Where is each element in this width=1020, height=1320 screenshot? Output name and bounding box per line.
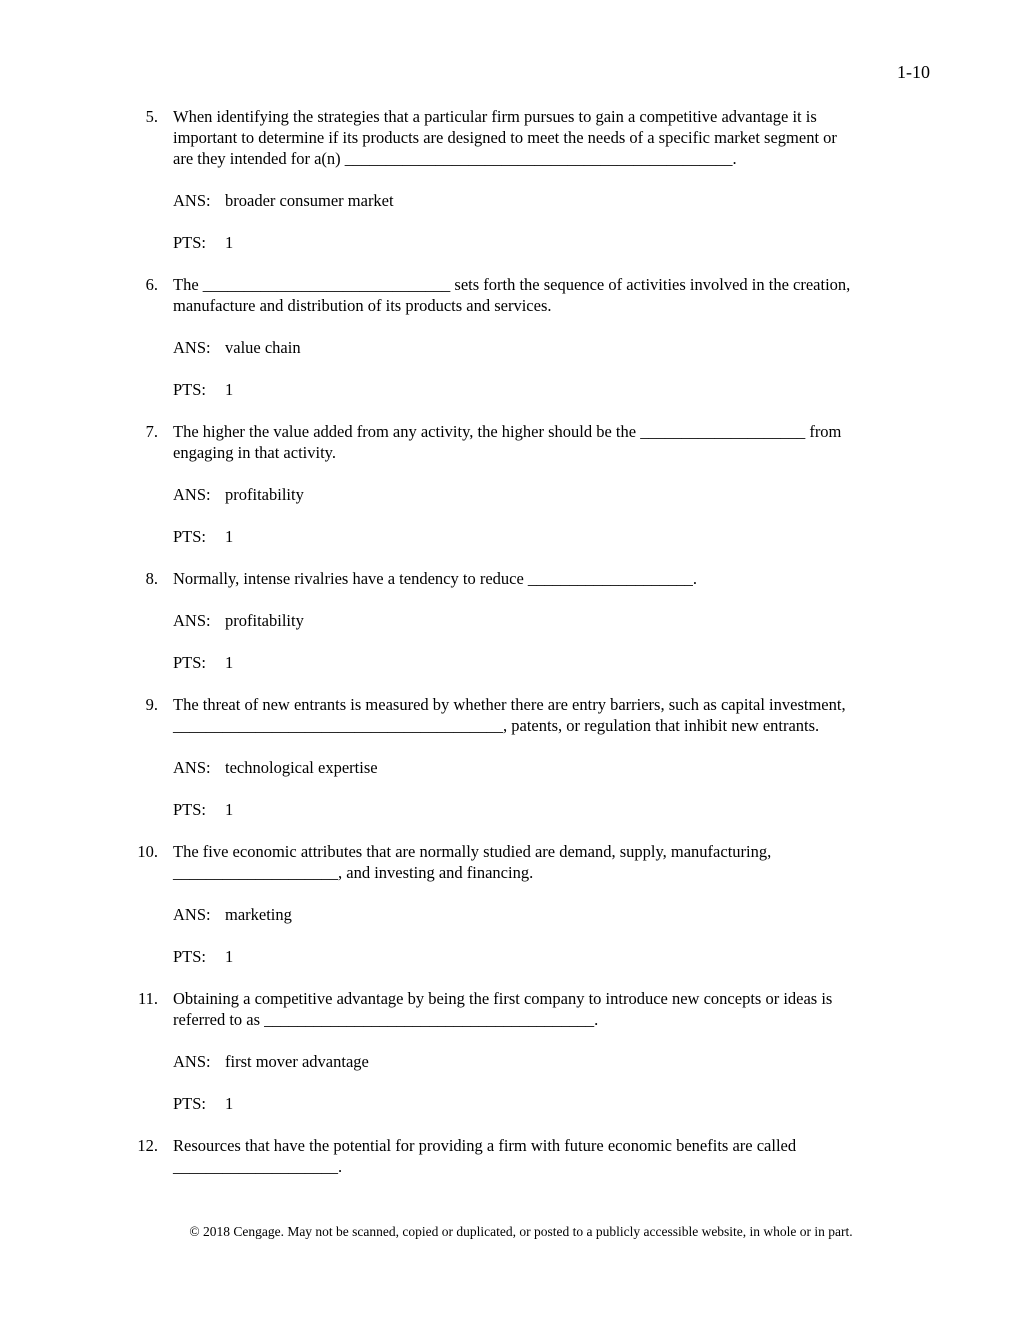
copyright-footer: © 2018 Cengage. May not be scanned, copied or duplicated, or posted to a publicly accessible website, in whole or in part. [189, 1224, 853, 1239]
question-number: 7. [145, 422, 158, 441]
question-text [173, 988, 933, 1030]
question-item [0, 106, 1020, 274]
question-line: ____________________. [173, 1157, 343, 1176]
points-row [173, 526, 1020, 547]
points-row [173, 232, 1020, 253]
question-line: The five economic attributes that are normally studied are demand, supply, manufacturing, [173, 842, 772, 861]
points-label: PTS: [173, 947, 207, 966]
answer-text: profitability [225, 611, 304, 630]
answer-row [173, 757, 1020, 778]
answer-label: ANS: [173, 338, 211, 357]
question-line: When identifying the strategies that a particular firm pursues to gain a competitive advantage it is [173, 107, 817, 126]
question-text [173, 694, 933, 736]
points-row [173, 799, 1020, 820]
question-item [0, 421, 1020, 568]
answer-label: ANS: [173, 191, 211, 210]
question-line: important to determine if its products are designed to meet the needs of a specific market segment or [173, 128, 837, 147]
answer-row [173, 610, 1020, 631]
answer-text: profitability [225, 485, 304, 504]
question-line: The higher the value added from any activity, the higher should be the ____________________ from [173, 422, 842, 441]
question-line: ________________________________________, patents, or regulation that inhibit new entrants. [173, 716, 820, 735]
points-value: 1 [225, 653, 234, 672]
question-line: Obtaining a competitive advantage by being the first company to introduce new concepts or ideas is [173, 989, 833, 1008]
answer-row [173, 904, 1020, 925]
question-text [173, 568, 933, 589]
question-text [173, 106, 933, 169]
answer-row [173, 484, 1020, 505]
points-value: 1 [225, 380, 234, 399]
question-number: 6. [145, 275, 158, 294]
points-value: 1 [225, 1094, 234, 1113]
points-value: 1 [225, 527, 234, 546]
points-label: PTS: [173, 653, 207, 672]
answer-text: broader consumer market [225, 191, 394, 210]
question-text [173, 841, 933, 883]
answer-row [173, 337, 1020, 358]
question-item [0, 1135, 1020, 1177]
question-item [0, 694, 1020, 841]
question-text [173, 421, 933, 463]
points-row [173, 379, 1020, 400]
question-text [173, 1135, 933, 1177]
points-label: PTS: [173, 233, 207, 252]
question-number: 5. [145, 107, 158, 126]
points-label: PTS: [173, 380, 207, 399]
answer-text: marketing [225, 905, 292, 924]
answer-text: value chain [225, 338, 301, 357]
question-item [0, 988, 1020, 1135]
question-number: 11. [137, 989, 158, 1008]
question-list [0, 106, 1020, 1177]
question-line: manufacture and distribution of its products and services. [173, 296, 552, 315]
points-row [173, 946, 1020, 967]
question-text [173, 274, 933, 316]
question-line: ____________________, and investing and financing. [173, 863, 534, 882]
question-number: 9. [145, 695, 158, 714]
answer-label: ANS: [173, 485, 211, 504]
question-line: referred to as ________________________________________. [173, 1010, 599, 1029]
question-line: The ______________________________ sets forth the sequence of activities involved in the creation, [173, 275, 851, 294]
points-value: 1 [225, 233, 234, 252]
question-item [0, 568, 1020, 694]
points-row [173, 1093, 1020, 1114]
answer-label: ANS: [173, 611, 211, 630]
points-value: 1 [225, 800, 234, 819]
answer-label: ANS: [173, 1052, 211, 1071]
question-item [0, 274, 1020, 421]
answer-text: technological expertise [225, 758, 378, 777]
points-row [173, 652, 1020, 673]
answer-row [173, 1051, 1020, 1072]
answer-label: ANS: [173, 758, 211, 777]
question-line: Resources that have the potential for providing a firm with future economic benefits are called [173, 1136, 797, 1155]
question-number: 10. [137, 842, 158, 861]
points-label: PTS: [173, 527, 207, 546]
answer-row [173, 190, 1020, 211]
answer-label: ANS: [173, 905, 211, 924]
answer-text: first mover advantage [225, 1052, 369, 1071]
question-number: 12. [137, 1136, 158, 1155]
question-line: The threat of new entrants is measured by whether there are entry barriers, such as capital investment, [173, 695, 846, 714]
question-number: 8. [145, 569, 158, 588]
points-label: PTS: [173, 800, 207, 819]
question-line: engaging in that activity. [173, 443, 336, 462]
question-line: Normally, intense rivalries have a tendency to reduce ____________________. [173, 569, 698, 588]
points-value: 1 [225, 947, 234, 966]
question-line: are they intended for a(n) _______________________________________________. [173, 149, 737, 168]
page-number: 1-10 [897, 62, 930, 82]
points-label: PTS: [173, 1094, 207, 1113]
question-item [0, 841, 1020, 988]
